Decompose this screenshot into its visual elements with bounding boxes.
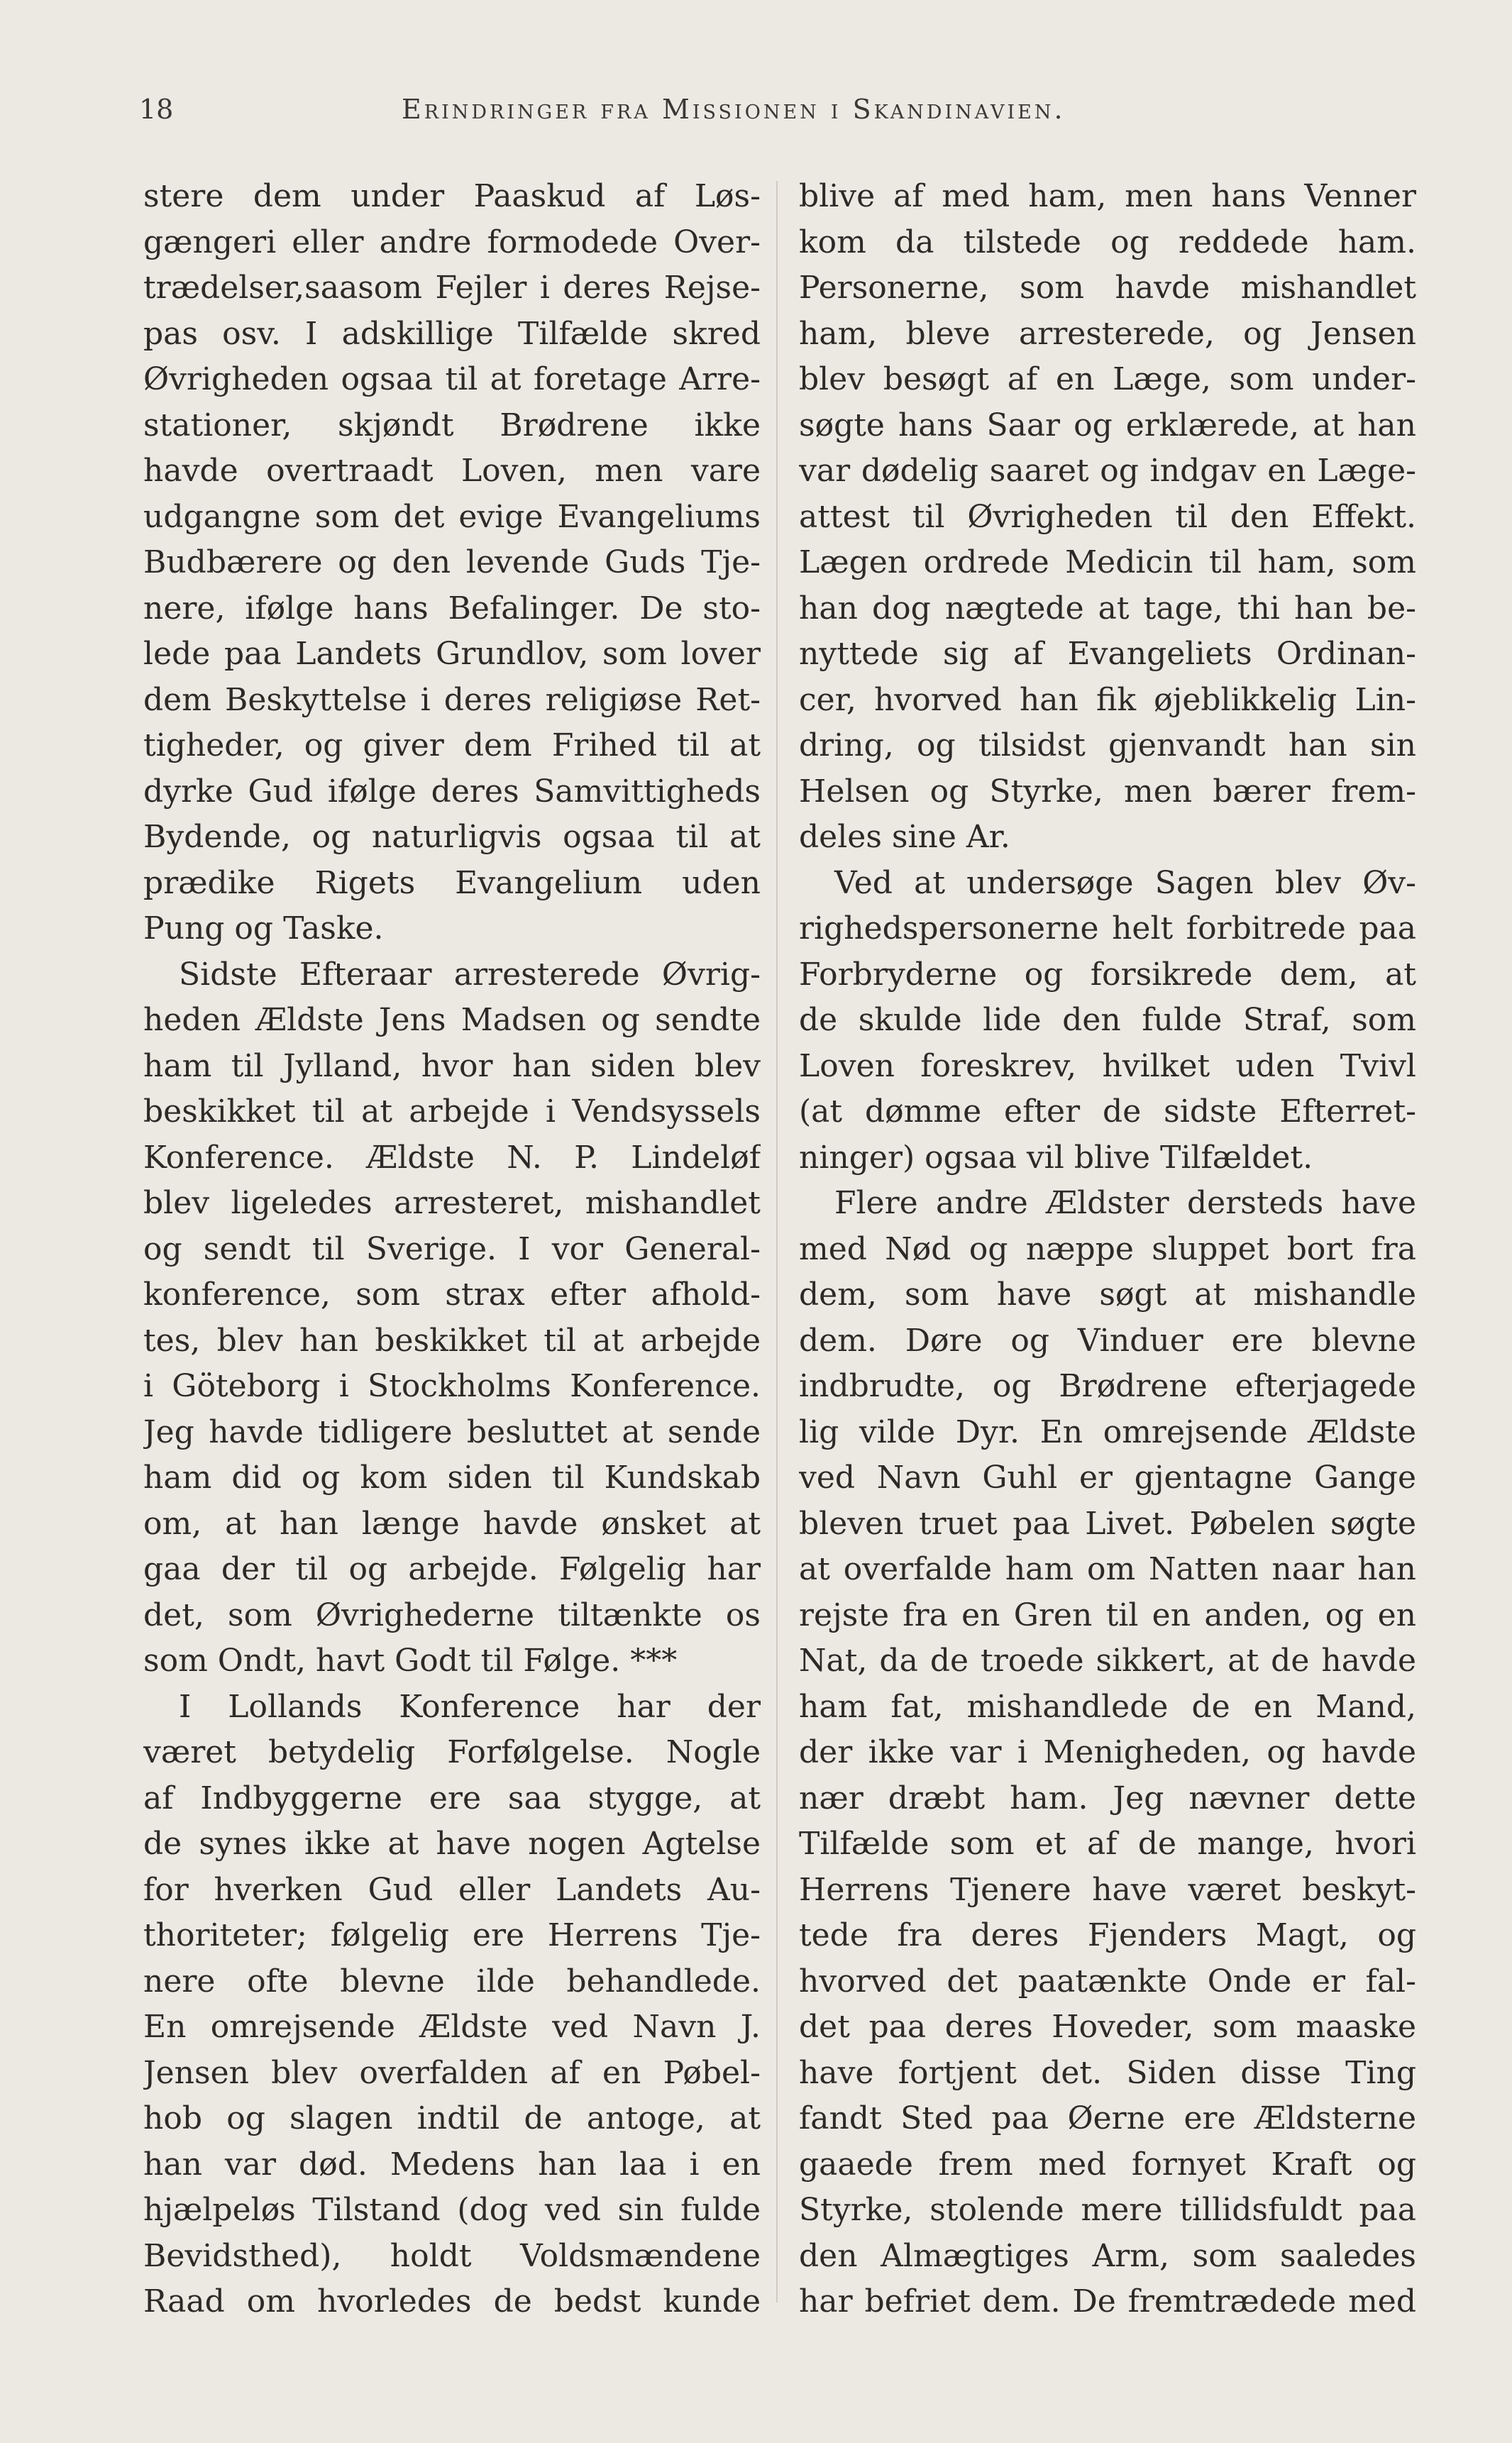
text-line: det paa deres Hoveder, som maaske	[799, 2009, 1416, 2045]
text-line: nere, ifølge hans Befalinger. De sto-	[143, 590, 761, 627]
left-text-column	[143, 174, 761, 2325]
text-line: Lægen ordrede Medicin til ham, som	[799, 544, 1416, 580]
text-line: Jeg havde tidligere besluttet at sende	[143, 1413, 761, 1450]
text-line: dem. Døre og Vinduer ere blevne	[799, 1322, 1416, 1359]
text-line: prædike Rigets Evangelium uden	[143, 864, 761, 901]
text-line: blev besøgt af en Læge, som under-	[799, 361, 1416, 397]
text-line: som Ondt, havt Godt til Følge. ***	[143, 1643, 678, 1679]
text-line: nær dræbt ham. Jeg nævner dette	[799, 1780, 1416, 1816]
text-line: at overfalde ham om Natten naar han	[799, 1551, 1416, 1587]
text-line: beskikket til at arbejde i Vendsyssels	[143, 1093, 761, 1130]
text-line: ninger) ogsaa vil blive Tilfældet.	[799, 1139, 1313, 1176]
text-line: fandt Sted paa Øerne ere Ældsterne	[799, 2100, 1416, 2136]
page-number: 18	[139, 94, 174, 125]
text-line: Loven foreskrev, hvilket uden Tvivl	[799, 1047, 1416, 1084]
text-line: stere dem under Paaskud af Løs-	[143, 178, 761, 214]
text-line: med Nød og næppe sluppet bort fra	[799, 1230, 1416, 1267]
text-line: han var død. Medens han laa i en	[143, 2146, 761, 2183]
text-line: ham fat, mishandlede de en Mand,	[799, 1688, 1416, 1725]
text-line: rejste fra en Gren til en anden, og en	[799, 1597, 1416, 1633]
text-line: cer, hvorved han fik øjeblikkelig Lin-	[799, 681, 1416, 718]
text-line: i Göteborg i Stockholms Konference.	[143, 1368, 761, 1404]
text-line: Styrke, stolende mere tillidsfuldt paa	[799, 2192, 1416, 2228]
text-line: og sendt til Sverige. I vor General-	[143, 1230, 761, 1267]
text-line: gaa der til og arbejde. Følgelig har	[143, 1551, 761, 1587]
text-line: havde overtraadt Loven, men vare	[143, 453, 761, 489]
text-line: Nat, da de troede sikkert, at de havde	[799, 1643, 1416, 1679]
text-line: konference, som strax efter afhold-	[143, 1276, 761, 1313]
text-line: deles sine Ar.	[799, 819, 1010, 855]
text-line: stationer, skjøndt Brødrene ikke	[143, 407, 761, 443]
text-line: dem Beskyttelse i deres religiøse Ret-	[143, 681, 761, 718]
text-line: de synes ikke at have nogen Agtelse	[143, 1826, 761, 1862]
text-line: Flere andre Ældster dersteds have	[834, 1185, 1416, 1221]
text-line: af Indbyggerne ere saa stygge, at	[143, 1780, 761, 1816]
text-line: Personerne, som havde mishandlet	[799, 270, 1416, 306]
text-line: var dødelig saaret og indgav en Læge-	[799, 453, 1416, 489]
text-line: Pung og Taske.	[143, 910, 384, 947]
text-line: været betydelig Forfølgelse. Nogle	[143, 1734, 761, 1770]
text-line: (at dømme efter de sidste Efterret-	[799, 1093, 1416, 1130]
text-line: Jensen blev overfalden af en Pøbel-	[143, 2054, 761, 2091]
text-line: ham, bleve arresterede, og Jensen	[799, 315, 1416, 352]
text-line: de skulde lide den fulde Straf, som	[799, 1002, 1416, 1038]
text-line: dring, og tilsidst gjenvandt han sin	[799, 727, 1416, 763]
column-divider	[776, 181, 778, 2303]
text-line: den Almægtiges Arm, som saaledes	[799, 2237, 1416, 2274]
text-line: pas osv. I adskillige Tilfælde skred	[143, 315, 761, 352]
text-line: trædelser,saasom Fejler i deres Rejse-	[143, 270, 761, 306]
text-line: udgangne som det evige Evangeliums	[143, 498, 761, 535]
text-line: kom da tilstede og reddede ham.	[799, 224, 1416, 260]
text-line: righedspersonerne helt forbitrede paa	[799, 910, 1416, 947]
text-line: søgte hans Saar og erklærede, at han	[799, 407, 1416, 443]
text-line: blive af med ham, men hans Venner	[799, 178, 1416, 214]
text-line: ham did og kom siden til Kundskab	[143, 1460, 761, 1496]
text-line: gaaede frem med fornyet Kraft og	[799, 2146, 1416, 2183]
text-line: indbrudte, og Brødrene efterjagede	[799, 1368, 1416, 1404]
text-line: hob og slagen indtil de antoge, at	[143, 2100, 761, 2136]
text-line: I Lollands Konference har der	[179, 1688, 761, 1725]
text-line: Forbryderne og forsikrede dem, at	[799, 956, 1416, 993]
page-header	[139, 94, 1416, 131]
text-line: Bydende, og naturligvis ogsaa til at	[143, 819, 761, 855]
text-line: blev ligeledes arresteret, mishandlet	[143, 1185, 761, 1221]
text-line: Raad om hvorledes de bedst kunde	[143, 2283, 761, 2320]
text-line: gængeri eller andre formodede Over-	[143, 224, 761, 260]
text-line: Bevidsthed), holdt Voldsmændene	[143, 2237, 761, 2274]
text-line: Ved at undersøge Sagen blev Øv-	[834, 864, 1416, 901]
text-line: lede paa Landets Grundlov, som lover	[143, 636, 761, 672]
text-line: det, som Øvrighederne tiltænkte os	[143, 1597, 761, 1633]
text-line: hvorved det paatænkte Onde er fal-	[799, 1963, 1416, 2000]
running-title: Erindringer fra Missionen i Skandinavien.	[402, 94, 1066, 125]
text-line: nere ofte blevne ilde behandlede.	[143, 1963, 761, 2000]
text-line: Tilfælde som et af de mange, hvori	[799, 1826, 1416, 1862]
text-line: heden Ældste Jens Madsen og sendte	[143, 1002, 761, 1038]
text-line: han dog nægtede at tage, thi han be-	[799, 590, 1416, 627]
text-line: thoriteter; følgelig ere Herrens Tje-	[143, 1917, 761, 1953]
text-line: Budbærere og den levende Guds Tje-	[143, 544, 761, 580]
text-line: attest til Øvrigheden til den Effekt.	[799, 498, 1416, 535]
text-line: dyrke Gud ifølge deres Samvittigheds	[143, 773, 761, 810]
text-line: ham til Jylland, hvor han siden blev	[143, 1047, 761, 1084]
text-line: nyttede sig af Evangeliets Ordinan-	[799, 636, 1416, 672]
text-line: Konference. Ældste N. P. Lindeløf	[143, 1139, 761, 1176]
text-line: Helsen og Styrke, men bærer frem-	[799, 773, 1416, 810]
text-line: Sidste Efteraar arresterede Øvrig-	[179, 956, 761, 993]
text-line: for hverken Gud eller Landets Au-	[143, 1871, 761, 1908]
right-text-column	[799, 174, 1416, 2325]
text-line: bleven truet paa Livet. Pøbelen søgte	[799, 1505, 1416, 1542]
text-line: hjælpeløs Tilstand (dog ved sin fulde	[143, 2192, 761, 2228]
text-line: tigheder, og giver dem Frihed til at	[143, 727, 761, 763]
text-line: have fortjent det. Siden disse Ting	[799, 2054, 1416, 2091]
text-line: tes, blev han beskikket til at arbejde	[143, 1322, 761, 1359]
text-line: ved Navn Guhl er gjentagne Gange	[799, 1460, 1416, 1496]
text-line: der ikke var i Menigheden, og havde	[799, 1734, 1416, 1770]
text-line: om, at han længe havde ønsket at	[143, 1505, 761, 1542]
text-line: En omrejsende Ældste ved Navn J.	[143, 2009, 761, 2045]
text-line: tede fra deres Fjenders Magt, og	[799, 1917, 1416, 1953]
text-line: har befriet dem. De fremtrædede med	[799, 2283, 1416, 2320]
text-line: lig vilde Dyr. En omrejsende Ældste	[799, 1413, 1416, 1450]
text-line: Øvrigheden ogsaa til at foretage Arre-	[143, 361, 761, 397]
text-line: Herrens Tjenere have været beskyt-	[799, 1871, 1416, 1908]
text-line: dem, som have søgt at mishandle	[799, 1276, 1416, 1313]
